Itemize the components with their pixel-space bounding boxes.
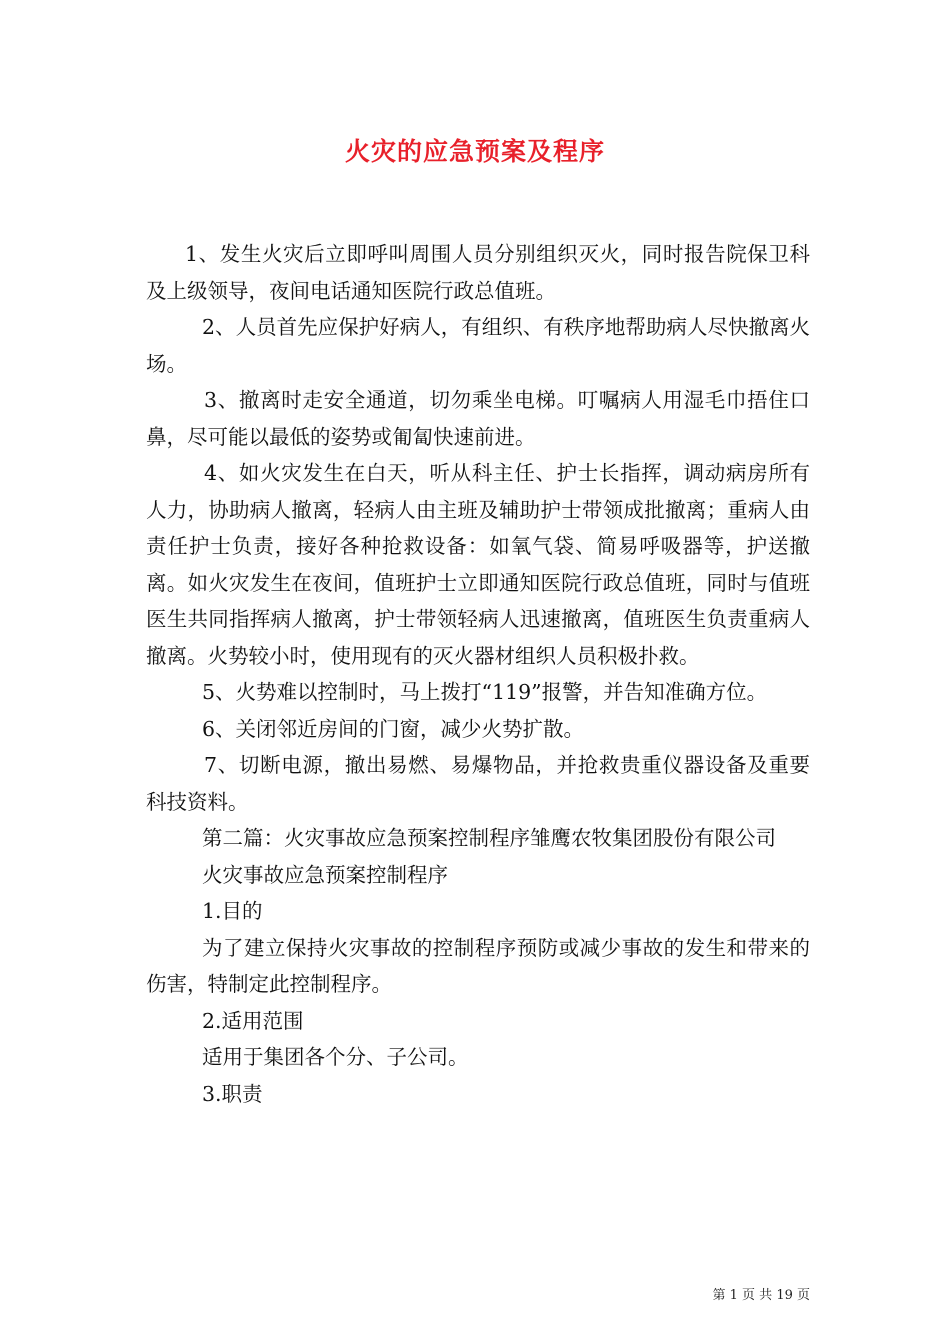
paragraph-2: 2、人员首先应保护好病人，有组织、有秩序地帮助病人尽快撤离火场。 bbox=[146, 315, 810, 376]
page-number: 第 1 页 共 19 页 bbox=[712, 1288, 810, 1303]
paragraph-3: 3、撤离时走安全通道，切勿乘坐电梯。叮嘱病人用湿毛巾捂住口鼻，尽可能以最低的姿势或匍匐快速前进。 bbox=[146, 388, 810, 449]
section-two-heading: 第二篇：火灾事故应急预案控制程序雏鹰农牧集团股份有限公司 bbox=[202, 826, 776, 850]
paragraph-7: 7、切断电源，撤出易燃、易爆物品，并抢救贵重仪器设备及重要科技资料。 bbox=[146, 753, 810, 814]
paragraph-4: 4、如火灾发生在白天，听从科主任、护士长指挥，调动病房所有人力，协助病人撤离，轻病人由主班及辅助护士带领成批撤离；重病人由责任护士负责，接好各种抢救设备：如氧气袋、简易呼吸器等，护送撤离。如火灾发生在夜间，值班护士立即通知医院行政总值班，同时与值班医生共同指挥病人撤离，护士带领轻病人迅速撤离，值班医生负责重病人撤离。火势较小时，使用现有的灭火器材组织人员积极扑救。 bbox=[146, 461, 810, 668]
heading-scope: 2.适用范围 bbox=[202, 1008, 304, 1033]
paragraph-scope: 适用于集团各个分、子公司。 bbox=[202, 1045, 469, 1069]
document-body bbox=[146, 236, 810, 1112]
document-title: 火灾的应急预案及程序 bbox=[344, 137, 605, 166]
paragraph-6: 6、关闭邻近房间的门窗，减少火势扩散。 bbox=[202, 716, 585, 741]
section-two-title: 火灾事故应急预案控制程序 bbox=[202, 862, 448, 887]
paragraph-1: 1、发生火灾后立即呼叫周围人员分别组织灭火，同时报告院保卫科及上级领导，夜间电话通知医院行政总值班。 bbox=[146, 242, 810, 303]
heading-purpose: 1.目的 bbox=[202, 899, 263, 923]
heading-duties: 3.职责 bbox=[202, 1081, 263, 1106]
paragraph-5: 5、火势难以控制时，马上拨打“119”报警，并告知准确方位。 bbox=[202, 680, 768, 704]
paragraph-purpose: 为了建立保持火灾事故的控制程序预防或减少事故的发生和带来的伤害，特制定此控制程序。 bbox=[146, 935, 810, 996]
